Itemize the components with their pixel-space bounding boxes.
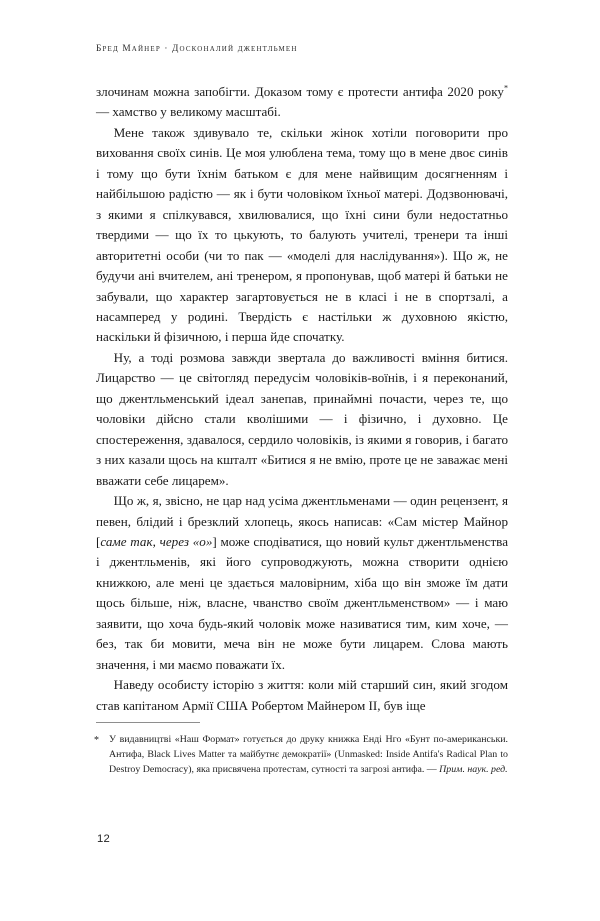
page-number: 12 — [97, 833, 110, 845]
body-text-block — [96, 82, 508, 716]
paragraph-4-segment-lead: Що ж, я, звісно, не цар над усіма джентльменами — один рецензент, я певен, блідий і брезклий хлопець, якось написав: «Сам містер Майнор [ — [96, 493, 508, 549]
paragraph-4-italic-aside: саме так, через «о» — [100, 533, 213, 549]
running-head: Бред Майнер · Досконалий джентльмен — [96, 44, 298, 54]
paragraph-1-text-before-footnote-ref: злочинам можна запобігти. Доказом тому є протести антифа 2020 року — [96, 84, 504, 99]
footnote-text — [96, 732, 508, 778]
footnote-attribution: Прим. наук. ред. — [439, 764, 508, 776]
footnote-reference-marker[interactable]: * — [503, 83, 508, 93]
paragraph-1 — [96, 82, 508, 123]
footnote-separator-rule — [96, 722, 200, 723]
paragraph-5-text: Наведу особисту історію з життя: коли мій старший син, який згодом став капітаном Армії США Робертом Майнером II, був іще — [96, 677, 508, 713]
footnote-marker: * — [94, 735, 99, 746]
paragraph-1-text-after-footnote-ref: — хамство у великому масштабі. — [96, 104, 281, 120]
paragraph-5 — [96, 675, 508, 716]
paragraph-4 — [96, 491, 508, 675]
paragraph-2-text: Мене також здивувало те, скільки жінок хотіли поговорити про виховання своїх синів. Це моя улюблена тема, тому що в мене двоє синів і тому що бути їхнім батьком є для мене найвищим досягненням і найбільшою радістю — як і бути чоловіком їхньої матері. Додзвонювачі, з якими я спілкувався, хвилювалися, що їхні сини були недостатньо твердими — що їх то цькують, то балують учителі, тренери та інші авторитетні особи (чи то пак — «моделі для наслідування»). Що ж, не будучи ані вчителем, ані тренером, я пропонував, щоб матері й батьки не забували, що характер загартовується не в класі і не в спортзалі, а насамперед у родині. Твердість є настільки ж духовною якістю, наскільки й фізичною, і перша йде спочатку. — [96, 124, 508, 345]
paragraph-2 — [96, 123, 508, 348]
footnote-area — [96, 722, 508, 778]
paragraph-3-text: Ну, а тоді розмова завжди звертала до важливості вміння битися. Лицарство — це світогляд передусім чоловіків-воїнів, і я переконаний, що джентльменський ідеал занепав, принаймні почасти, через те, що чоловіки дійсно стали кволішими — і фізично, і духовно. Це спостереження, здавалося, сердило чоловіків, із якими я говорив, і багато з них казали щось на кшталт «Битися я не вмію, проте це не заважає мені вважати себе лицарем». — [96, 349, 508, 488]
paragraph-3 — [96, 348, 508, 491]
paragraph-4-segment-tail: ] може сподіватися, що новий культ джентльменства і джентльменів, які його супроводжують, можна створити однією книжкою, але мені це здається маловірним, хіба що він зможе їм дати щось більше, ніж, власне, чванство своїм джентльменством» — і маю заявити, що хоча будь-який чоловік може називатися тим, ким хоче, — без, так би мовити, меча він не може бути лицарем. Слова мають значення, і ми маємо поважати їх. — [96, 533, 509, 672]
footnote-body: У видавництві «Наш Формат» готується до друку книжка Енді Нго «Бунт по-американськи. Антифа, Black Lives Matter та майбутнє демократії» (Unmasked: Inside Antifa's Radical Plan to Destroy Democracy), яка присвячена протестам, сутності та загрозі антифа. — — [109, 734, 508, 776]
